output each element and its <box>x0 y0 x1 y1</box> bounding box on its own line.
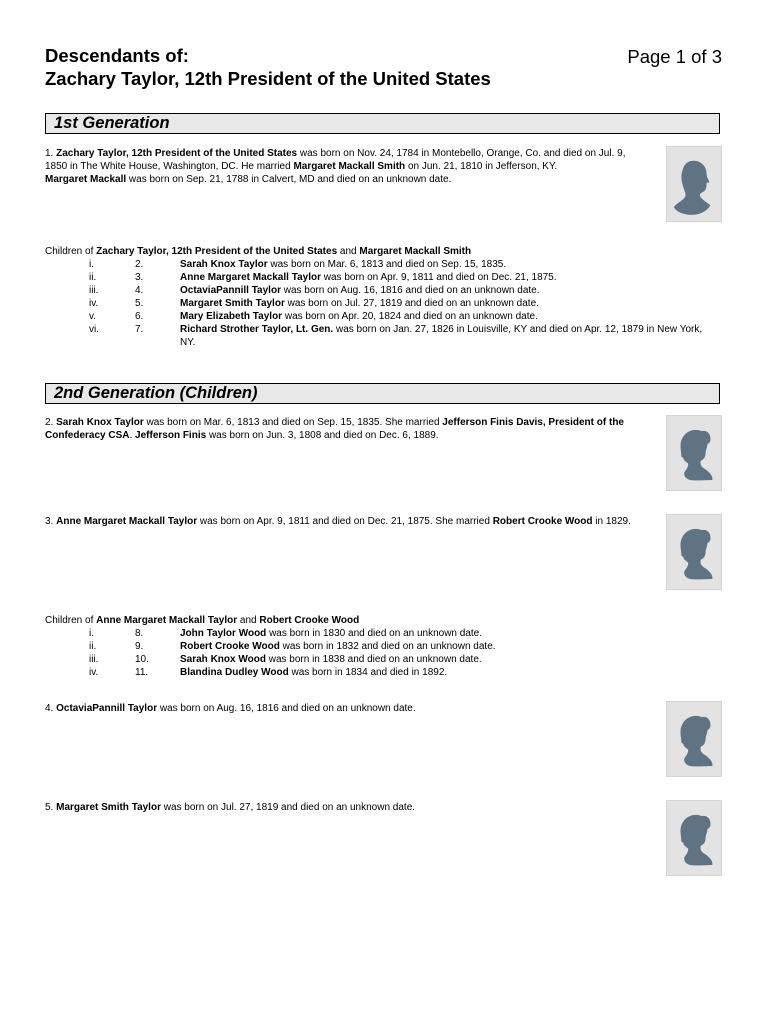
portrait <box>666 701 722 777</box>
list-item: iv. 5. Margaret Smith Taylor was born on Jul. 27, 1819 and died on an unknown date. <box>89 298 539 309</box>
entry-4: 4. OctaviaPannill Taylor was born on Aug. 16, 1816 and died on an unknown date. <box>45 703 416 714</box>
female-silhouette-icon <box>667 801 721 875</box>
title-line-2: Zachary Taylor, 12th President of the United States <box>45 68 491 89</box>
list-item: vi. 7. Richard Strother Taylor, Lt. Gen. was born on Jan. 27, 1826 in Louisville, KY and died on Apr. 12, 1879 in New York, NY. <box>89 324 703 348</box>
list-item: iv. 11. Blandina Dudley Wood was born in 1834 and died in 1892. <box>89 667 448 678</box>
spouse-name: Margaret Mackall Smith <box>293 161 406 172</box>
portrait <box>666 800 722 876</box>
page-title <box>45 44 491 90</box>
list-item: ii. 9. Robert Crooke Wood was born in 1832 and died on an unknown date. <box>89 641 496 652</box>
portrait <box>666 514 722 590</box>
children-heading-2: Children of Anne Margaret Mackall Taylor and Robert Crooke Wood <box>45 615 360 626</box>
list-item: ii. 3. Anne Margaret Mackall Taylor was born on Apr. 9, 1811 and died on Dec. 21, 1875. <box>89 272 557 283</box>
male-silhouette-icon <box>667 147 721 221</box>
female-silhouette-icon <box>667 702 721 776</box>
spouse-short-name: Margaret Mackall <box>45 174 127 185</box>
entry-text: was born on Sep. 21, 1788 in Calvert, MD and died on an unknown date. <box>126 174 452 185</box>
entry-text: was born on Nov. 24, 1784 in Montebello, Orange, Co. and died on Jul. 9, 1850 in The White House, Washington, DC. He married <box>45 148 626 172</box>
portrait <box>666 415 722 491</box>
entry-number: 1. <box>45 148 57 159</box>
female-silhouette-icon <box>667 416 721 490</box>
list-item: v. 6. Mary Elizabeth Taylor was born on Apr. 20, 1824 and died on an unknown date. <box>89 311 538 322</box>
entry-2: 2. Sarah Knox Taylor was born on Mar. 6, 1813 and died on Sep. 15, 1835. She married Jefferson Finis Davis, President of the Confederacy CSA. Jefferson Finis was born on Jun. 3, 1808 and died on Dec. 6, 1889. <box>45 417 624 441</box>
list-item: iii. 4. OctaviaPannill Taylor was born on Aug. 16, 1816 and died on an unknown date. <box>89 285 540 296</box>
portrait <box>666 146 722 222</box>
entry-text: on Jun. 21, 1810 in Jefferson, KY. <box>405 161 558 172</box>
entry-5: 5. Margaret Smith Taylor was born on Jul. 27, 1819 and died on an unknown date. <box>45 802 416 813</box>
title-line-1: Descendants of: <box>45 45 189 66</box>
page-number: Page 1 of 3 <box>627 46 722 67</box>
list-item: iii. 10. Sarah Knox Wood was born in 1838 and died on an unknown date. <box>89 654 482 665</box>
list-item: i. 2. Sarah Knox Taylor was born on Mar. 6, 1813 and died on Sep. 15, 1835. <box>89 259 507 270</box>
children-heading-1: Children of Zachary Taylor, 12th President of the United States and Margaret Mackall Smith <box>45 246 472 257</box>
entry-3: 3. Anne Margaret Mackall Taylor was born on Apr. 9, 1811 and died on Dec. 21, 1875. She married Robert Crooke Wood in 1829. <box>45 516 631 527</box>
children-list-1 <box>45 258 710 349</box>
children-list-2 <box>45 627 710 679</box>
female-silhouette-icon <box>667 515 721 589</box>
generation-header-2: 2nd Generation (Children) <box>45 383 720 404</box>
entry-1 <box>45 147 645 186</box>
list-item: i. 8. John Taylor Wood was born in 1830 and died on an unknown date. <box>89 628 483 639</box>
generation-header-1: 1st Generation <box>45 113 720 134</box>
person-name: Zachary Taylor, 12th President of the United States <box>56 148 298 159</box>
